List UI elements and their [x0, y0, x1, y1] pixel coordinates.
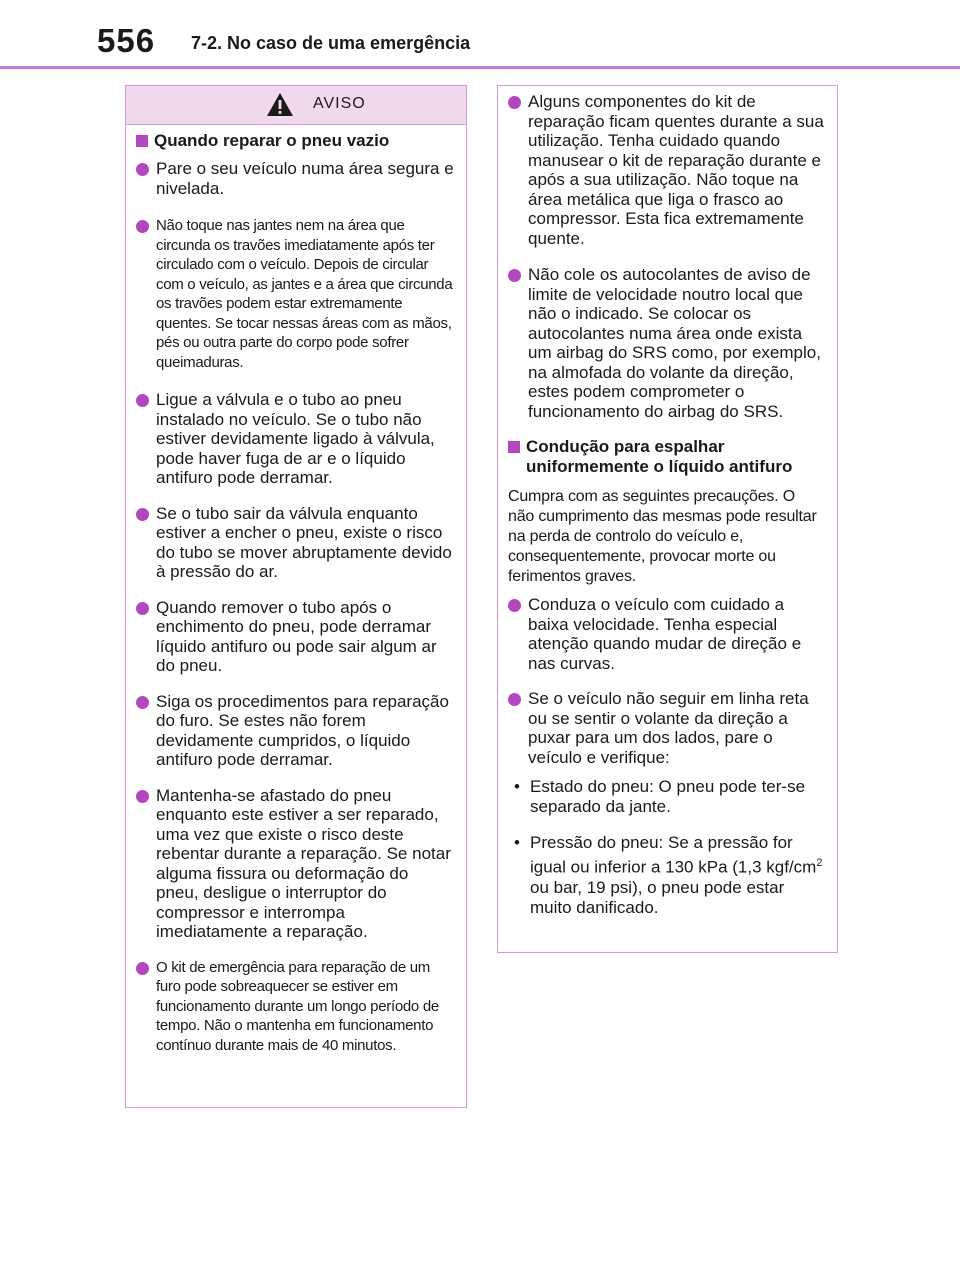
sub-bullet-marker: • — [514, 833, 520, 852]
list-item: Mantenha-se afastado do pneu enquanto este estiver a ser reparado, uma vez que existe o risco deste rebentar durante a reparação. Se notar alguma fissura ou deformação do pneu, desligue o interruptor do compressor e interrompa imediatamente a reparação. — [136, 786, 454, 942]
list-item: Se o tubo sair da válvula enquanto estiver a encher o pneu, existe o risco do tubo se mover abruptamente devido à pressão do ar. — [136, 504, 454, 582]
square-bullet-icon — [508, 441, 520, 453]
header-rule — [0, 66, 960, 69]
round-bullet-icon — [136, 790, 149, 803]
round-bullet-icon — [508, 599, 521, 612]
round-bullet-icon — [136, 962, 149, 975]
round-bullet-icon — [136, 696, 149, 709]
sub-list-item: • Pressão do pneu: Se a pressão for igual ou inferior a 130 kPa (1,3 kgf/$cm^2$ ou bar, 19 psi), o pneu pode estar muito danificado. — [514, 833, 823, 917]
section-heading: Condução para espalhar uniformemente o líquido antifuro — [508, 437, 825, 477]
round-bullet-icon — [136, 394, 149, 407]
round-bullet-icon — [136, 602, 149, 615]
list-item: Siga os procedimentos para reparação do furo. Se estes não forem devidamente cumpridos, o líquido antifuro pode derramar. — [136, 692, 454, 770]
list-item: Se o veículo não seguir em linha reta ou se sentir o volante da direção a puxar para um dos lados, pare o veículo e verifique: — [508, 689, 825, 767]
sub-bullet-marker: • — [514, 777, 520, 796]
warning-label: AVISO — [313, 95, 366, 112]
list-item: Conduza o veículo com cuidado a baixa velocidade. Tenha especial atenção quando mudar de direção e nas curvas. — [508, 595, 825, 673]
section-heading: Quando reparar o pneu vazio — [136, 131, 454, 151]
warning-box-right — [497, 85, 838, 953]
list-item: Quando remover o tubo após o enchimento do pneu, pode derramar líquido antifuro ou pode sair algum ar do pneu. — [136, 598, 454, 676]
round-bullet-icon — [136, 508, 149, 521]
warning-triangle-icon — [266, 92, 294, 117]
warning-box-left — [125, 85, 467, 1108]
square-bullet-icon — [136, 135, 148, 147]
list-item: O kit de emergência para reparação de um furo pode sobreaquecer se estiver em funcionamento durante um longo período de tempo. Não o mantenha em funcionamento contínuo durante mais de 40 minutos. — [136, 958, 454, 1056]
round-bullet-icon — [136, 220, 149, 233]
list-item: Alguns componentes do kit de reparação ficam quentes durante a sua utilização. Tenha cuidado quando manusear o kit de reparação durante e após a sua utilização. Não toque na área metálica que liga o frasco ao compressor. Esta fica extremamente quente. — [508, 92, 825, 248]
list-item: Não cole os autocolantes de aviso de limite de velocidade noutro local que não o indicado. Se colocar os autocolantes numa área onde exista um airbag do SRS como, por exemplo, na almofada do volante da direção, estes podem comprometer o funcionamento do airbag do SRS. — [508, 265, 825, 421]
page-header — [0, 0, 960, 70]
sub-list-item: • Estado do pneu: O pneu pode ter-se separado da jante. — [514, 777, 806, 816]
round-bullet-icon — [136, 163, 149, 176]
list-item: Pare o seu veículo numa área segura e nivelada. — [136, 159, 454, 198]
chapter-title: 7-2. No caso de uma emergência — [191, 33, 471, 53]
paragraph: Cumpra com as seguintes precauções. O não cumprimento das mesmas pode resultar na perda de controlo do veículo e, consequentemente, provocar morte ou ferimentos graves. — [508, 488, 817, 585]
list-item: Ligue a válvula e o tubo ao pneu instalado no veículo. Se o tubo não estiver devidamente ligado à válvula, pode haver fuga de ar e o líquido antifuro pode derramar. — [136, 390, 454, 488]
list-item: Não toque nas jantes nem na área que circunda os travões imediatamente após ter circulado com o veículo. Depois de circular com o veículo, as jantes e a área que circunda os travões podem estar extremamente quentes. Se tocar nessas áreas com as mãos, pés ou outra parte do corpo pode sofrer queimaduras. — [136, 216, 454, 372]
warning-header — [126, 86, 466, 125]
page-number: 556 — [97, 22, 156, 59]
round-bullet-icon — [508, 269, 521, 282]
round-bullet-icon — [508, 96, 521, 109]
round-bullet-icon — [508, 693, 521, 706]
